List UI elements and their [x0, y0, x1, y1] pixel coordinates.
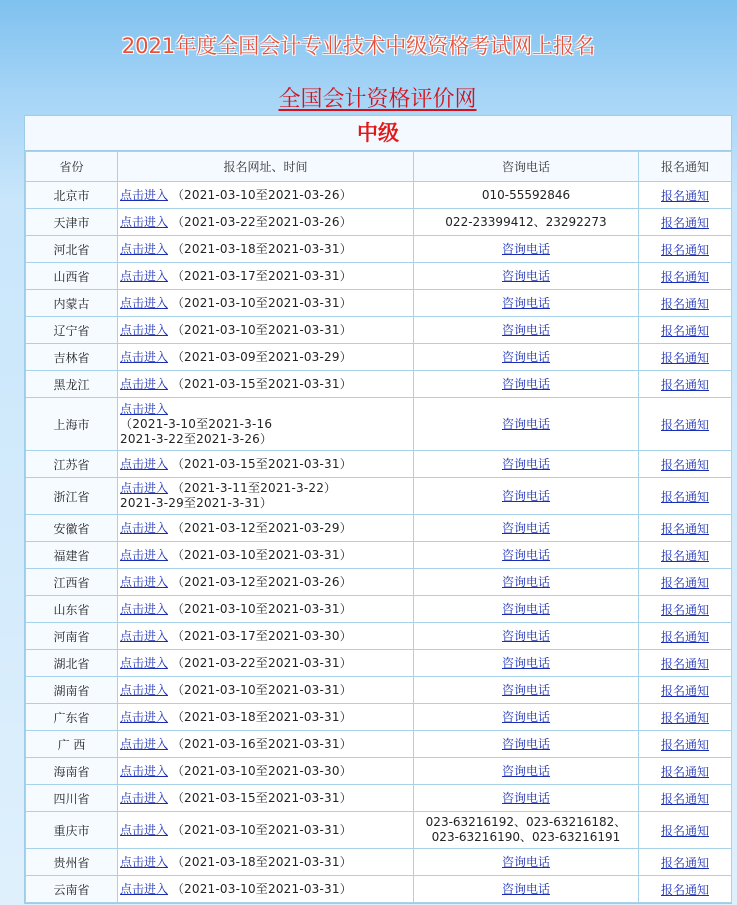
enter-link[interactable]: 点击进入 — [120, 187, 169, 202]
table-row — [26, 515, 732, 542]
phone-number: 022-23399412、23292273 — [445, 214, 607, 229]
table-row — [26, 478, 732, 515]
province-cell: 辽宁省 — [26, 317, 118, 344]
province-cell: 贵州省 — [26, 849, 118, 876]
registration-period: （2021-03-18至2021-03-31） — [171, 854, 352, 869]
phone-cell — [414, 650, 639, 677]
province-cell: 湖北省 — [26, 650, 118, 677]
consult-phone-link[interactable]: 咨询电话 — [501, 322, 550, 337]
registration-period: （2021-03-10至2021-03-26） — [171, 187, 352, 202]
consult-phone-link[interactable]: 咨询电话 — [501, 682, 550, 697]
notice-cell — [639, 182, 732, 209]
page-title: 2021年度全国会计专业技术中级资格考试网上报名 — [121, 34, 596, 58]
phone-number: 010-55592846 — [481, 187, 571, 202]
enter-link[interactable]: 点击进入 — [120, 628, 169, 643]
table-row — [26, 451, 732, 478]
registration-period: （2021-03-10至2021-03-31） — [171, 547, 352, 562]
notice-link[interactable]: 报名通知 — [660, 521, 709, 536]
notice-link[interactable]: 报名通知 — [660, 710, 709, 725]
notice-link[interactable]: 报名通知 — [660, 489, 709, 504]
consult-phone-link[interactable]: 咨询电话 — [501, 655, 550, 670]
notice-link[interactable]: 报名通知 — [660, 656, 709, 671]
phone-cell — [414, 451, 639, 478]
registration-cell — [118, 849, 414, 876]
table-row — [26, 623, 732, 650]
phone-number-line1: 023-63216192、023-63216182、 — [425, 815, 627, 829]
registration-cell — [118, 451, 414, 478]
table-row — [26, 812, 732, 849]
notice-cell — [639, 317, 732, 344]
table-row — [26, 371, 732, 398]
enter-link[interactable]: 点击进入 — [120, 481, 169, 495]
notice-cell — [639, 731, 732, 758]
registration-cell — [118, 758, 414, 785]
notice-cell — [639, 236, 732, 263]
registration-period: （2021-03-10至2021-03-31） — [171, 322, 352, 337]
registration-cell — [118, 371, 414, 398]
phone-cell — [414, 677, 639, 704]
table-row — [26, 876, 732, 903]
notice-link[interactable]: 报名通知 — [660, 882, 709, 897]
consult-phone-link[interactable]: 咨询电话 — [501, 628, 550, 643]
consult-phone-link[interactable]: 咨询电话 — [501, 881, 550, 896]
notice-link[interactable]: 报名通知 — [660, 188, 709, 203]
phone-cell — [414, 542, 639, 569]
table-header-row — [26, 152, 732, 182]
table-row — [26, 317, 732, 344]
registration-period: （2021-03-10至2021-03-31） — [171, 682, 352, 697]
enter-link[interactable]: 点击进入 — [120, 349, 169, 364]
enter-link[interactable]: 点击进入 — [120, 854, 169, 869]
notice-cell — [639, 398, 732, 451]
consult-phone-link[interactable]: 咨询电话 — [501, 295, 550, 310]
notice-link[interactable]: 报名通知 — [660, 269, 709, 284]
registration-period: （2021-03-18至2021-03-31） — [171, 241, 352, 256]
phone-cell — [414, 731, 639, 758]
phone-cell — [414, 398, 639, 451]
enter-link[interactable]: 点击进入 — [120, 241, 169, 256]
notice-link[interactable]: 报名通知 — [660, 215, 709, 230]
table-row — [26, 263, 732, 290]
table-row — [26, 344, 732, 371]
enter-link[interactable]: 点击进入 — [120, 547, 169, 562]
province-cell: 山东省 — [26, 596, 118, 623]
consult-phone-link[interactable]: 咨询电话 — [501, 736, 550, 751]
enter-link[interactable]: 点击进入 — [120, 376, 169, 391]
level-title: 中级 — [25, 116, 731, 151]
enter-link[interactable]: 点击进入 — [120, 655, 169, 670]
table-row — [26, 569, 732, 596]
table-row — [26, 677, 732, 704]
consult-phone-link[interactable]: 咨询电话 — [501, 601, 550, 616]
registration-cell — [118, 515, 414, 542]
consult-phone-link[interactable]: 咨询电话 — [501, 547, 550, 562]
province-cell: 福建省 — [26, 542, 118, 569]
phone-cell — [414, 623, 639, 650]
notice-link[interactable]: 报名通知 — [660, 737, 709, 752]
consult-phone-link[interactable]: 咨询电话 — [501, 349, 550, 364]
consult-phone-link[interactable]: 咨询电话 — [501, 790, 550, 805]
registration-cell — [118, 596, 414, 623]
enter-link[interactable]: 点击进入 — [120, 401, 169, 416]
notice-cell — [639, 451, 732, 478]
phone-cell — [414, 704, 639, 731]
registration-cell — [118, 542, 414, 569]
notice-cell — [639, 758, 732, 785]
enter-link[interactable]: 点击进入 — [120, 520, 169, 535]
province-cell: 北京市 — [26, 182, 118, 209]
registration-cell — [118, 290, 414, 317]
notice-cell — [639, 785, 732, 812]
registration-period: （2021-03-17至2021-03-31） — [171, 268, 352, 283]
registration-cell — [118, 182, 414, 209]
notice-cell — [639, 569, 732, 596]
notice-link[interactable]: 报名通知 — [660, 855, 709, 870]
notice-link[interactable]: 报名通知 — [660, 323, 709, 338]
registration-cell — [118, 398, 414, 451]
phone-number-line2: 023-63216190、023-63216191 — [431, 830, 621, 844]
registration-table — [25, 151, 732, 903]
province-cell: 安徽省 — [26, 515, 118, 542]
enter-link[interactable]: 点击进入 — [120, 574, 169, 589]
registration-cell — [118, 731, 414, 758]
enter-link[interactable]: 点击进入 — [120, 295, 169, 310]
notice-link[interactable]: 报名通知 — [660, 683, 709, 698]
phone-cell — [414, 596, 639, 623]
registration-period: （2021-03-17至2021-03-30） — [171, 628, 352, 643]
registration-panel — [24, 115, 732, 904]
registration-cell — [118, 317, 414, 344]
registration-cell — [118, 209, 414, 236]
column-header-notice: 报名通知 — [639, 152, 732, 182]
registration-period: （2021-03-10至2021-03-31） — [171, 295, 352, 310]
consult-phone-link[interactable]: 咨询电话 — [501, 709, 550, 724]
province-cell: 江西省 — [26, 569, 118, 596]
registration-period-line2: 2021-3-29至2021-3-31） — [120, 496, 273, 510]
consult-phone-link[interactable]: 咨询电话 — [501, 456, 550, 471]
notice-cell — [639, 812, 732, 849]
province-cell: 浙江省 — [26, 478, 118, 515]
province-cell: 内蒙古 — [26, 290, 118, 317]
table-row — [26, 236, 732, 263]
registration-cell — [118, 876, 414, 903]
registration-period: （2021-03-10至2021-03-31） — [171, 601, 352, 616]
phone-cell — [414, 317, 639, 344]
consult-phone-link[interactable]: 咨询电话 — [501, 376, 550, 391]
registration-period: （2021-03-16至2021-03-31） — [171, 736, 352, 751]
registration-cell — [118, 236, 414, 263]
enter-link[interactable]: 点击进入 — [120, 322, 169, 337]
consult-phone-link[interactable]: 咨询电话 — [501, 854, 550, 869]
table-row — [26, 785, 732, 812]
province-cell: 广 西 — [26, 731, 118, 758]
registration-period: （2021-03-10至2021-03-31） — [171, 881, 352, 896]
notice-link[interactable]: 报名通知 — [660, 629, 709, 644]
enter-link[interactable]: 点击进入 — [120, 709, 169, 724]
enter-link[interactable]: 点击进入 — [120, 601, 169, 616]
table-row — [26, 704, 732, 731]
registration-cell — [118, 263, 414, 290]
table-row — [26, 596, 732, 623]
phone-cell — [414, 849, 639, 876]
province-cell: 云南省 — [26, 876, 118, 903]
notice-cell — [639, 344, 732, 371]
enter-link[interactable]: 点击进入 — [120, 881, 169, 896]
enter-link[interactable]: 点击进入 — [120, 736, 169, 751]
registration-cell — [118, 650, 414, 677]
notice-link[interactable]: 报名通知 — [660, 602, 709, 617]
notice-cell — [639, 849, 732, 876]
enter-link[interactable]: 点击进入 — [120, 456, 169, 471]
notice-cell — [639, 677, 732, 704]
enter-link[interactable]: 点击进入 — [120, 763, 169, 778]
registration-period: （2021-03-15至2021-03-31） — [171, 456, 352, 471]
registration-cell — [118, 344, 414, 371]
province-cell: 上海市 — [26, 398, 118, 451]
phone-cell — [414, 263, 639, 290]
registration-period-line2: 2021-3-22至2021-3-26） — [120, 431, 273, 446]
table-row — [26, 290, 732, 317]
table-row — [26, 182, 732, 209]
phone-cell — [414, 182, 639, 209]
phone-cell — [414, 478, 639, 515]
column-header-province: 省份 — [26, 152, 118, 182]
phone-cell — [414, 812, 639, 849]
province-cell: 吉林省 — [26, 344, 118, 371]
phone-cell — [414, 236, 639, 263]
registration-cell — [118, 569, 414, 596]
table-row — [26, 731, 732, 758]
registration-cell — [118, 785, 414, 812]
table-row — [26, 398, 732, 451]
notice-cell — [639, 704, 732, 731]
notice-cell — [639, 596, 732, 623]
province-cell: 江苏省 — [26, 451, 118, 478]
phone-cell — [414, 758, 639, 785]
table-row — [26, 650, 732, 677]
notice-link[interactable]: 报名通知 — [660, 791, 709, 806]
registration-period: （2021-03-12至2021-03-26） — [171, 574, 352, 589]
phone-cell — [414, 290, 639, 317]
registration-period: （2021-03-09至2021-03-29） — [171, 349, 352, 364]
consult-phone-link[interactable]: 咨询电话 — [501, 574, 550, 589]
province-cell: 天津市 — [26, 209, 118, 236]
consult-phone-link[interactable]: 咨询电话 — [501, 268, 550, 283]
registration-period-line1: （2021-3-11至2021-3-22） — [171, 481, 337, 495]
province-cell: 河北省 — [26, 236, 118, 263]
registration-period-line1: （2021-3-10至2021-3-16 — [120, 416, 273, 431]
phone-cell — [414, 785, 639, 812]
registration-cell — [118, 704, 414, 731]
phone-cell — [414, 515, 639, 542]
notice-cell — [639, 876, 732, 903]
registration-period: （2021-03-18至2021-03-31） — [171, 709, 352, 724]
enter-link[interactable]: 点击进入 — [120, 214, 169, 229]
province-cell: 重庆市 — [26, 812, 118, 849]
province-cell: 山西省 — [26, 263, 118, 290]
province-cell: 黑龙江 — [26, 371, 118, 398]
registration-period: （2021-03-12至2021-03-29） — [171, 520, 352, 535]
table-row — [26, 542, 732, 569]
notice-link[interactable]: 报名通知 — [660, 823, 709, 838]
consult-phone-link[interactable]: 咨询电话 — [501, 520, 550, 535]
registration-period: （2021-03-22至2021-03-31） — [171, 655, 352, 670]
phone-cell — [414, 569, 639, 596]
consult-phone-link[interactable]: 咨询电话 — [501, 488, 550, 503]
phone-cell — [414, 209, 639, 236]
notice-cell — [639, 542, 732, 569]
consult-phone-link[interactable]: 咨询电话 — [501, 416, 550, 431]
notice-link[interactable]: 报名通知 — [660, 575, 709, 590]
notice-link[interactable]: 报名通知 — [660, 457, 709, 472]
province-cell: 海南省 — [26, 758, 118, 785]
enter-link[interactable]: 点击进入 — [120, 790, 169, 805]
notice-link[interactable]: 报名通知 — [660, 548, 709, 563]
notice-cell — [639, 209, 732, 236]
enter-link[interactable]: 点击进入 — [120, 682, 169, 697]
table-row — [26, 849, 732, 876]
notice-link[interactable]: 报名通知 — [660, 242, 709, 257]
notice-cell — [639, 515, 732, 542]
site-link[interactable]: 全国会计资格评价网 — [278, 87, 477, 112]
phone-cell — [414, 371, 639, 398]
notice-cell — [639, 478, 732, 515]
table-row — [26, 209, 732, 236]
registration-period: （2021-03-22至2021-03-26） — [171, 214, 352, 229]
column-header-registration: 报名网址、时间 — [118, 152, 414, 182]
province-cell: 湖南省 — [26, 677, 118, 704]
notice-link[interactable]: 报名通知 — [660, 296, 709, 311]
registration-period: （2021-03-10至2021-03-30） — [171, 763, 352, 778]
registration-cell — [118, 812, 414, 849]
phone-cell — [414, 876, 639, 903]
notice-link[interactable]: 报名通知 — [660, 417, 709, 432]
table-row — [26, 758, 732, 785]
registration-cell — [118, 623, 414, 650]
enter-link[interactable]: 点击进入 — [120, 822, 169, 837]
province-cell: 河南省 — [26, 623, 118, 650]
consult-phone-link[interactable]: 咨询电话 — [501, 763, 550, 778]
notice-link[interactable]: 报名通知 — [660, 350, 709, 365]
consult-phone-link[interactable]: 咨询电话 — [501, 241, 550, 256]
registration-period: （2021-03-10至2021-03-31） — [171, 822, 352, 837]
registration-period: （2021-03-15至2021-03-31） — [171, 376, 352, 391]
province-cell: 四川省 — [26, 785, 118, 812]
notice-cell — [639, 263, 732, 290]
registration-cell — [118, 478, 414, 515]
notice-link[interactable]: 报名通知 — [660, 377, 709, 392]
registration-cell — [118, 677, 414, 704]
registration-period: （2021-03-15至2021-03-31） — [171, 790, 352, 805]
table-body — [26, 182, 732, 903]
notice-cell — [639, 371, 732, 398]
province-cell: 广东省 — [26, 704, 118, 731]
notice-link[interactable]: 报名通知 — [660, 764, 709, 779]
notice-cell — [639, 650, 732, 677]
column-header-phone: 咨询电话 — [414, 152, 639, 182]
notice-cell — [639, 623, 732, 650]
enter-link[interactable]: 点击进入 — [120, 268, 169, 283]
phone-cell — [414, 344, 639, 371]
notice-cell — [639, 290, 732, 317]
